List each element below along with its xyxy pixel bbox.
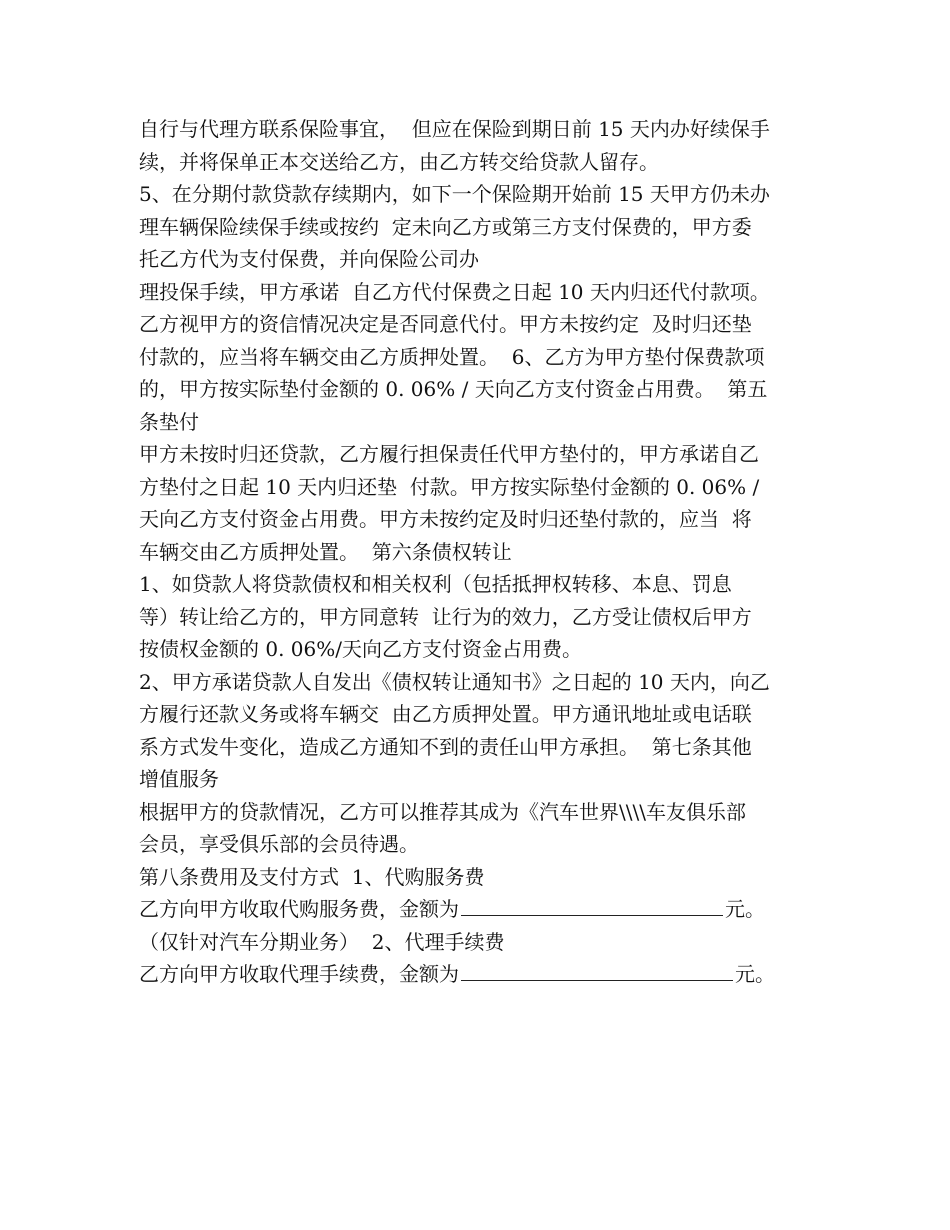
text-line: 理车辆保险续保手续或按约 定未向乙方或第三方支付保费的，甲方委 bbox=[139, 214, 752, 239]
text-line: 等）转让给乙方的，甲方同意转 让行为的效力，乙方受让债权后甲方 bbox=[139, 604, 752, 629]
amount-blank-field[interactable] bbox=[461, 960, 733, 981]
text-line: 2、甲方承诺贷款人自发出《债权转让通知书》之日起的 10 天内，向乙 bbox=[139, 669, 770, 694]
text-line: 付款的，应当将车辆交由乙方质押处置。 6、乙方为甲方垫付保费款项 bbox=[139, 344, 765, 369]
fee-label: 乙方向甲方收取代理手续费，金额为 bbox=[139, 962, 459, 986]
text-line: 天向乙方支付资金占用费。甲方未按约定及时归还垫付款的，应当 将 bbox=[139, 507, 752, 531]
amount-blank-field[interactable] bbox=[461, 895, 723, 916]
fee-line-purchase-service bbox=[139, 893, 819, 926]
text-line: 甲方未按时归还贷款，乙方履行担保责任代甲方垫付的，甲方承诺自乙 bbox=[139, 442, 759, 466]
text-line: 乙方视甲方的资信情况决定是否同意代付。甲方未按约定 及时归还垫 bbox=[139, 312, 752, 336]
text-line: 自行与代理方联系保险事宜， 但应在保险到期日前 15 天内办好续保手 bbox=[139, 117, 770, 141]
document-body bbox=[139, 113, 819, 991]
text-line: 系方式发牛变化，造成乙方通知不到的责任山甲方承担。 第七条其他 bbox=[139, 734, 752, 759]
fee-unit: 元。 bbox=[735, 962, 775, 986]
fee-unit: 元。 bbox=[725, 897, 765, 921]
fee-line-agency-handling bbox=[139, 958, 819, 991]
text-line: 理投保手续，甲方承诺 自乙方代付保费之日起 10 天内归还代付款项。 bbox=[139, 279, 770, 304]
text-line: 托乙方代为支付保费，并向保险公司办 bbox=[139, 247, 479, 271]
text-line: 续，并将保单正本交送给乙方，由乙方转交给贷款人留存。 bbox=[139, 149, 659, 174]
text-line: 车辆交由乙方质押处置。 第六条债权转让 bbox=[139, 539, 512, 564]
text-line: 方垫付之日起 10 天内归还垫 付款。甲方按实际垫付金额的 0. 06% / bbox=[139, 474, 760, 499]
text-line: 1、如贷款人将贷款债权和相关权利（包括抵押权转移、本息、罚息 bbox=[139, 572, 732, 596]
text-line: 第八条费用及支付方式 1、代购服务费 bbox=[139, 864, 485, 889]
text-line: 根据甲方的贷款情况，乙方可以推荐其成为《汽车世界\\\\车友俱乐部 bbox=[139, 799, 746, 824]
text-line: 5、在分期付款贷款存续期内，如下一个保险期开始前 15 天甲方仍未办 bbox=[139, 182, 770, 206]
text-line: 条垫付 bbox=[139, 409, 199, 434]
text-line: 按债权金额的 0. 06%/天向乙方支付资金占用费。 bbox=[139, 637, 582, 661]
text-line: 会员，享受俱乐部的会员待遇。 bbox=[139, 832, 419, 856]
text-line: 的，甲方按实际垫付金额的 0. 06% / 天向乙方支付资金占用费。 第五 bbox=[139, 377, 768, 401]
text-line: 方履行还款义务或将车辆交 由乙方质押处置。甲方通讯地址或电话联 bbox=[139, 702, 752, 726]
text-line: 增值服务 bbox=[139, 767, 219, 791]
fee-label: 乙方向甲方收取代购服务费，金额为 bbox=[139, 897, 459, 921]
text-line: （仅针对汽车分期业务） 2、代理手续费 bbox=[139, 929, 505, 954]
